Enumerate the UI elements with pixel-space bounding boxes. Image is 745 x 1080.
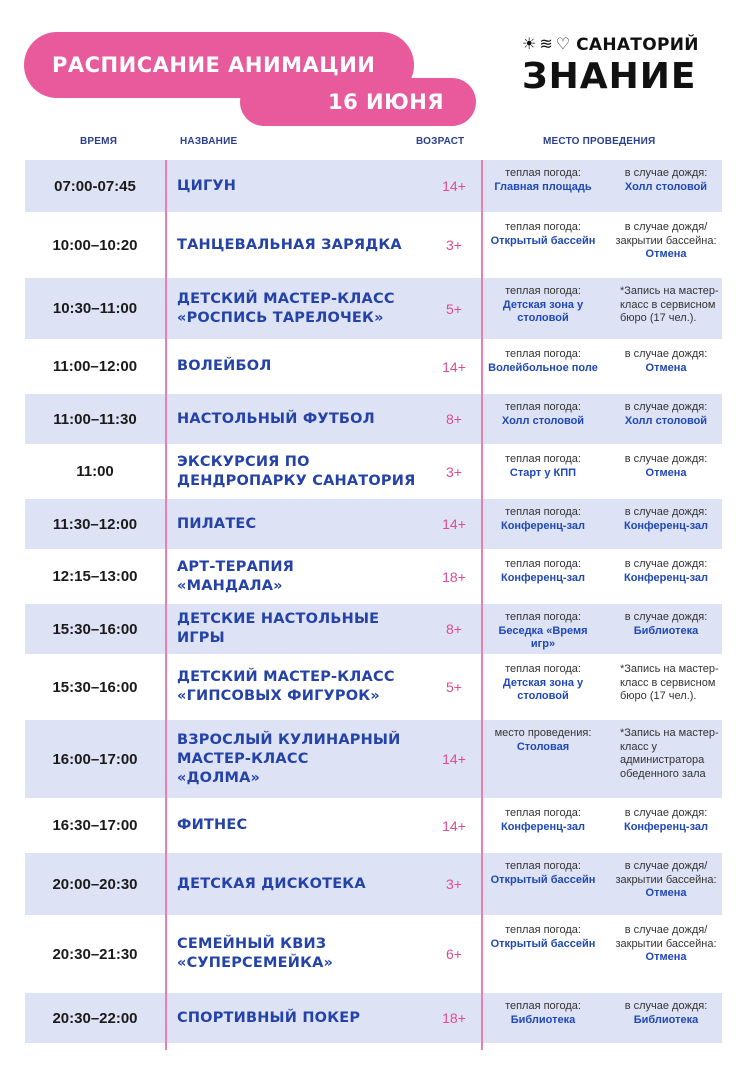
place-value: Конференц-зал	[500, 519, 585, 532]
column-header-age: ВОЗРАСТ	[416, 136, 465, 147]
place-label: в случае дождя:	[624, 401, 708, 413]
row-activity-name	[177, 551, 427, 602]
row-activity-name	[177, 720, 427, 798]
activity-name-line: МАСТЕР-КЛАСС	[177, 750, 309, 767]
row-place-rain	[610, 167, 722, 194]
place-value: Конференц-зал	[623, 820, 708, 833]
divider-line	[165, 160, 167, 1050]
table-row	[25, 160, 722, 212]
place-value: Библиотека	[510, 1013, 576, 1026]
row-time: 20:30–22:00	[52, 1009, 138, 1027]
row-activity-name	[177, 853, 427, 915]
row-place-warm-weather	[487, 807, 599, 834]
place-value: Волейбольное поле	[488, 361, 598, 374]
activity-name-line: ДЕТСКИЕ НАСТОЛЬНЫЕ	[177, 611, 380, 627]
row-time: 11:00–11:30	[53, 410, 137, 428]
place-note: *Запись на мастер-класс в сервисном бюро (17 чел.).	[620, 663, 719, 702]
activity-name-line: «СУПЕРСЕМЕЙКА»	[177, 955, 334, 971]
place-label: в случае дождя/ закрытии бассейна:	[615, 221, 717, 247]
place-value: Библиотека	[633, 624, 699, 637]
place-label: теплая погода:	[505, 611, 581, 623]
activity-name-line: ДЕТСКИЙ МАСТЕР-КЛАСС	[177, 669, 395, 685]
row-age: 6+	[446, 946, 462, 962]
place-value: Открытый бассейн	[490, 873, 596, 886]
row-place-rain	[610, 285, 722, 326]
place-label: в случае дождя:	[624, 506, 708, 518]
column-header-name: НАЗВАНИЕ	[180, 136, 238, 147]
table-row	[25, 497, 722, 549]
row-time: 11:00	[76, 463, 114, 480]
row-activity-name	[177, 917, 427, 991]
activity-name-line: НАСТОЛЬНЫЙ ФУТБОЛ	[177, 410, 375, 427]
row-place-warm-weather	[487, 167, 599, 194]
place-value: Отмена	[645, 887, 687, 899]
row-age: 14+	[442, 516, 466, 532]
place-value: Старт у КПП	[509, 466, 577, 479]
row-age: 3+	[446, 237, 462, 253]
row-place-warm-weather	[487, 663, 599, 704]
place-label: теплая погода:	[505, 348, 581, 360]
row-activity-name	[177, 499, 427, 549]
table-row	[25, 276, 722, 339]
activity-name-line: ВЗРОСЛЫЙ КУЛИНАРНЫЙ	[177, 731, 401, 748]
row-activity-name	[177, 278, 427, 339]
logo-line1: САНАТОРИЙ	[576, 35, 699, 55]
row-time: 16:00–17:00	[52, 750, 138, 768]
row-age: 14+	[442, 817, 466, 834]
table-row	[25, 991, 722, 1043]
activity-name-line: «ДОЛМА»	[177, 769, 261, 786]
activity-name-line: «МАНДАЛА»	[177, 577, 283, 594]
row-place-warm-weather	[487, 285, 599, 326]
table-row	[25, 549, 722, 602]
activity-name-line: ЦИГУН	[177, 177, 237, 194]
place-value: Детская зона у столовой	[502, 676, 584, 702]
row-age: 3+	[446, 463, 462, 480]
table-row	[25, 392, 722, 444]
place-label: теплая погода:	[505, 807, 581, 819]
activity-name-line: ТАНЦЕВАЛЬНАЯ ЗАРЯДКА	[177, 236, 402, 253]
column-header-time: ВРЕМЯ	[80, 136, 118, 147]
divider-line	[481, 160, 483, 1050]
place-note: *Запись на мастер-класс в сервисном бюро (17 чел.).	[620, 285, 719, 324]
row-activity-name	[177, 656, 427, 718]
place-label: в случае дождя/ закрытии бассейна:	[615, 924, 717, 950]
row-place-warm-weather	[487, 860, 599, 887]
table-row	[25, 444, 722, 497]
logo-line2: ЗНАНИЕ	[522, 56, 697, 97]
row-age: 18+	[442, 1010, 466, 1026]
row-place-rain	[610, 611, 722, 638]
row-place-warm-weather	[487, 506, 599, 533]
row-age: 14+	[442, 358, 466, 375]
activity-name-line: «ГИПСОВЫХ ФИГУРОК»	[177, 688, 380, 704]
place-label: теплая погода:	[505, 401, 581, 413]
place-value: Детская зона у столовой	[502, 298, 584, 324]
row-place-warm-weather	[487, 727, 599, 754]
row-age: 3+	[446, 876, 462, 892]
activity-name-line: СПОРТИВНЫЙ ПОКЕР	[177, 1009, 361, 1026]
place-label: теплая погода:	[505, 1000, 581, 1012]
row-activity-name	[177, 604, 427, 654]
table-row	[25, 915, 722, 991]
place-label: теплая погода:	[505, 221, 581, 233]
row-time: 11:00–12:00	[52, 358, 138, 375]
schedule-table	[25, 160, 722, 1043]
row-place-rain	[610, 860, 722, 901]
row-activity-name	[177, 394, 427, 444]
column-header-place: МЕСТО ПРОВЕДЕНИЯ	[543, 136, 656, 147]
row-activity-name	[177, 993, 427, 1043]
place-value: Открытый бассейн	[490, 234, 596, 247]
row-place-warm-weather	[487, 924, 599, 951]
place-label: теплая погода:	[505, 924, 581, 936]
place-value: Конференц-зал	[623, 519, 708, 532]
row-place-rain	[610, 663, 722, 704]
row-age: 8+	[446, 411, 462, 427]
row-place-rain	[610, 401, 722, 428]
schedule-date: 16 ИЮНЯ	[240, 78, 476, 126]
place-label: теплая погода:	[505, 453, 581, 465]
row-place-warm-weather	[487, 401, 599, 428]
activity-name-line: ЭКСКУРСИЯ ПО	[177, 453, 310, 470]
row-place-rain	[610, 221, 722, 262]
row-place-warm-weather	[487, 221, 599, 248]
row-time: 16:30–17:00	[52, 817, 138, 834]
activity-name-line: ФИТНЕС	[177, 817, 248, 833]
place-label: место проведения:	[494, 727, 592, 739]
row-place-rain	[610, 506, 722, 533]
row-place-warm-weather	[487, 453, 599, 480]
row-activity-name	[177, 446, 427, 497]
table-row	[25, 602, 722, 654]
row-time: 10:00–10:20	[52, 236, 138, 254]
place-value: Главная площадь	[494, 180, 592, 193]
place-value: Отмена	[645, 248, 687, 260]
row-activity-name	[177, 800, 427, 851]
row-place-rain	[610, 1000, 722, 1027]
row-time: 11:30–12:00	[52, 515, 138, 533]
place-value: Отмена	[645, 951, 687, 963]
place-value: Отмена	[645, 361, 687, 374]
place-note: *Запись на мастер-класс у администратора обеденного зала	[620, 727, 719, 780]
row-place-rain	[610, 807, 722, 834]
row-place-rain	[610, 558, 722, 585]
activity-name-line: ПИЛАТЕС	[177, 515, 257, 532]
row-activity-name	[177, 341, 427, 392]
place-value: Открытый бассейн	[490, 937, 596, 950]
row-time: 15:30–16:00	[52, 678, 138, 696]
activity-name-line: ВОЛЕЙБОЛ	[177, 358, 272, 374]
table-row	[25, 212, 722, 276]
place-value: Конференц-зал	[500, 820, 585, 833]
place-label: теплая погода:	[505, 167, 581, 179]
row-place-rain	[610, 348, 722, 375]
row-age: 5+	[446, 679, 462, 695]
row-age: 5+	[446, 300, 462, 317]
waves-icon: ≋	[539, 36, 553, 53]
row-place-warm-weather	[487, 611, 599, 652]
row-age: 8+	[446, 621, 462, 637]
row-place-warm-weather	[487, 1000, 599, 1027]
row-place-rain	[610, 924, 722, 965]
activity-name-line: СЕМЕЙНЫЙ КВИЗ	[177, 936, 327, 952]
table-row	[25, 654, 722, 718]
activity-name-line: ДЕНДРОПАРКУ САНАТОРИЯ	[177, 472, 416, 489]
place-value: Конференц-зал	[500, 571, 585, 584]
place-label: теплая погода:	[505, 860, 581, 872]
place-label: теплая погода:	[505, 506, 581, 518]
table-row	[25, 798, 722, 851]
row-age: 14+	[442, 178, 466, 194]
place-label: в случае дождя:	[624, 807, 708, 819]
row-activity-name	[177, 214, 427, 276]
row-place-warm-weather	[487, 348, 599, 375]
place-label: в случае дождя/ закрытии бассейна:	[615, 860, 717, 886]
row-time: 15:30–16:00	[52, 620, 138, 638]
activity-name-line: «РОСПИСЬ ТАРЕЛОЧЕК»	[177, 309, 384, 326]
row-place-rain	[610, 727, 722, 781]
row-activity-name	[177, 160, 427, 212]
row-time: 07:00-07:45	[54, 177, 136, 195]
table-row	[25, 339, 722, 392]
schedule-title: РАСПИСАНИЕ АНИМАЦИИ	[24, 32, 414, 98]
row-time: 10:30–11:00	[52, 300, 138, 317]
place-label: в случае дождя:	[624, 167, 708, 179]
activity-name-line: ДЕТСКИЙ МАСТЕР-КЛАСС	[177, 290, 395, 307]
place-label: в случае дождя:	[624, 558, 708, 570]
place-value: Холл столовой	[624, 414, 708, 427]
place-label: теплая погода:	[505, 285, 581, 297]
row-place-rain	[610, 453, 722, 480]
place-label: теплая погода:	[505, 663, 581, 675]
row-time: 12:15–13:00	[52, 568, 138, 585]
place-value: Отмена	[645, 466, 687, 479]
place-label: в случае дождя:	[624, 611, 708, 623]
activity-name-line: АРТ-ТЕРАПИЯ	[177, 558, 295, 575]
place-value: Столовая	[516, 740, 570, 753]
place-value: Библиотека	[633, 1013, 699, 1026]
place-label: теплая погода:	[505, 558, 581, 570]
activity-name-line: ИГРЫ	[177, 630, 225, 646]
place-value: Конференц-зал	[623, 571, 708, 584]
row-time: 20:00–20:30	[52, 875, 138, 893]
table-row	[25, 851, 722, 915]
place-value: Холл столовой	[501, 414, 585, 427]
row-time: 20:30–21:30	[52, 945, 138, 963]
activity-name-line: ДЕТСКАЯ ДИСКОТЕКА	[177, 875, 366, 892]
sanatorium-logo	[522, 34, 722, 104]
place-label: в случае дождя:	[624, 453, 708, 465]
place-label: в случае дождя:	[624, 1000, 708, 1012]
table-row	[25, 718, 722, 798]
row-age: 14+	[442, 751, 466, 767]
row-place-warm-weather	[487, 558, 599, 585]
row-age: 18+	[442, 568, 466, 585]
place-label: в случае дождя:	[624, 348, 708, 360]
sun-icon: ☀	[522, 36, 537, 53]
place-value: Холл столовой	[624, 180, 708, 193]
heart-icon: ♡	[555, 36, 571, 53]
place-value: Беседка «Время игр»	[498, 624, 588, 650]
